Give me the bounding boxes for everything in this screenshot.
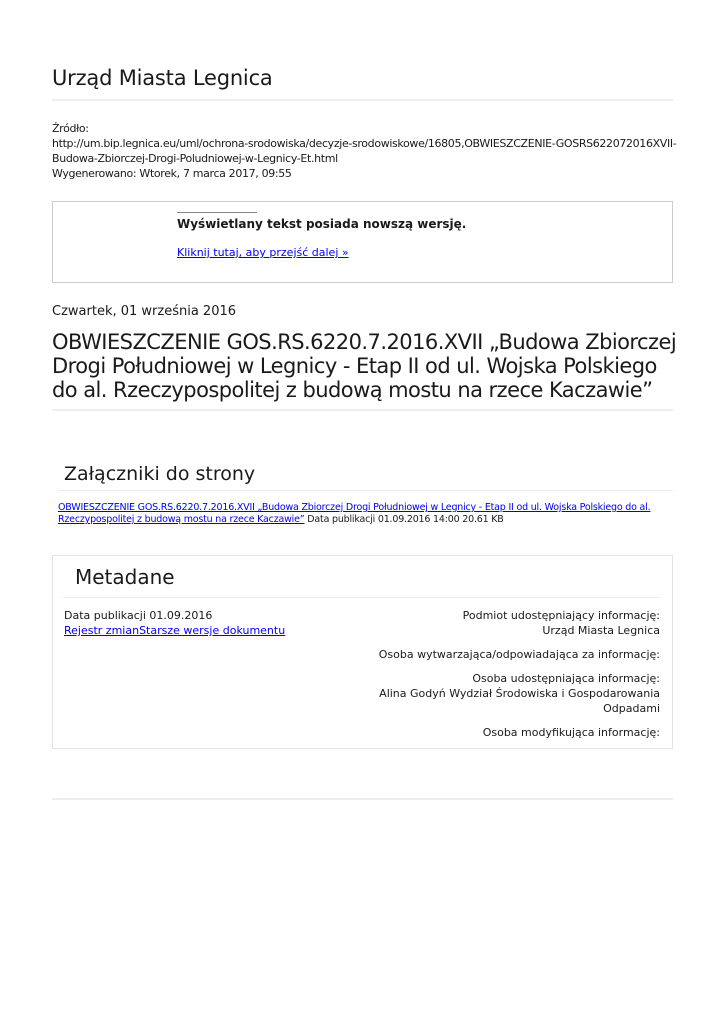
source-url: http://um.bip.legnica.eu/uml/ochrona-srodowiska/decyzje-srodowiskowe/16805,OBWIESZCZENIE-GOSRS622072016XVII-Budowa-Zbiorczej-Drogi-Poludniowej-w-Legnicy-Et.html xyxy=(52,137,677,165)
footer-divider xyxy=(52,798,673,800)
attachments-divider xyxy=(58,490,673,491)
sharer-value: Alina Godyń Wydział Środowiska i Gospodarowania Odpadami xyxy=(379,687,660,715)
publication-date: Czwartek, 01 września 2016 xyxy=(52,304,237,319)
metadata-divider xyxy=(63,597,661,598)
producer-label: Osoba wytwarzająca/odpowiadająca za informację: xyxy=(378,648,660,661)
change-register-link[interactable]: Rejestr zmian xyxy=(64,624,140,637)
source-label: Źródło: xyxy=(52,122,89,135)
attachments-heading: Załączniki do strony xyxy=(64,463,256,485)
metadata-right-column xyxy=(360,608,660,749)
modifier-label: Osoba modyfikująca informację: xyxy=(482,726,660,739)
header-divider xyxy=(52,99,673,101)
attachment-link[interactable]: OBWIESZCZENIE GOS.RS.6220.7.2016.XVII „Budowa Zbiorczej Drogi Południowej w Legnicy - Etap II od ul. Wojska Polskiego do al. Rzeczypospolitej z budową mostu na rzece Kaczawie” xyxy=(58,502,651,525)
generated-timestamp: Wygenerowano: Wtorek, 7 marca 2017, 09:55 xyxy=(52,167,292,180)
newer-version-notice xyxy=(52,201,673,283)
site-title: Urząd Miasta Legnica xyxy=(52,66,273,90)
attachment-info: Data publikacji 01.09.2016 14:00 20.61 KB xyxy=(304,514,504,525)
notice-divider xyxy=(177,212,257,213)
newer-version-link[interactable]: Kliknij tutaj, aby przejść dalej » xyxy=(177,246,349,259)
provider-label: Podmiot udostępniający informację: xyxy=(462,609,660,622)
metadata-panel xyxy=(52,555,673,749)
metadata-pub-date: Data publikacji 01.09.2016 xyxy=(64,609,213,622)
title-divider xyxy=(52,409,673,411)
sharer-label: Osoba udostępniająca informację: xyxy=(472,672,660,685)
provider-value: Urząd Miasta Legnica xyxy=(542,624,660,637)
notice-message: Wyświetlany tekst posiada nowszą wersję. xyxy=(177,217,467,231)
source-block xyxy=(52,121,677,181)
metadata-heading: Metadane xyxy=(75,565,175,589)
metadata-left-column xyxy=(64,608,285,638)
document-title: OBWIESZCZENIE GOS.RS.6220.7.2016.XVII „Budowa Zbiorczej Drogi Południowej w Legnicy - Etap II od ul. Wojska Polskiego do al. Rzeczypospolitej z budową mostu na rzece Kaczawie” xyxy=(52,330,677,402)
attachment-item xyxy=(58,502,658,526)
older-versions-link[interactable]: Starsze wersje dokumentu xyxy=(139,624,286,637)
